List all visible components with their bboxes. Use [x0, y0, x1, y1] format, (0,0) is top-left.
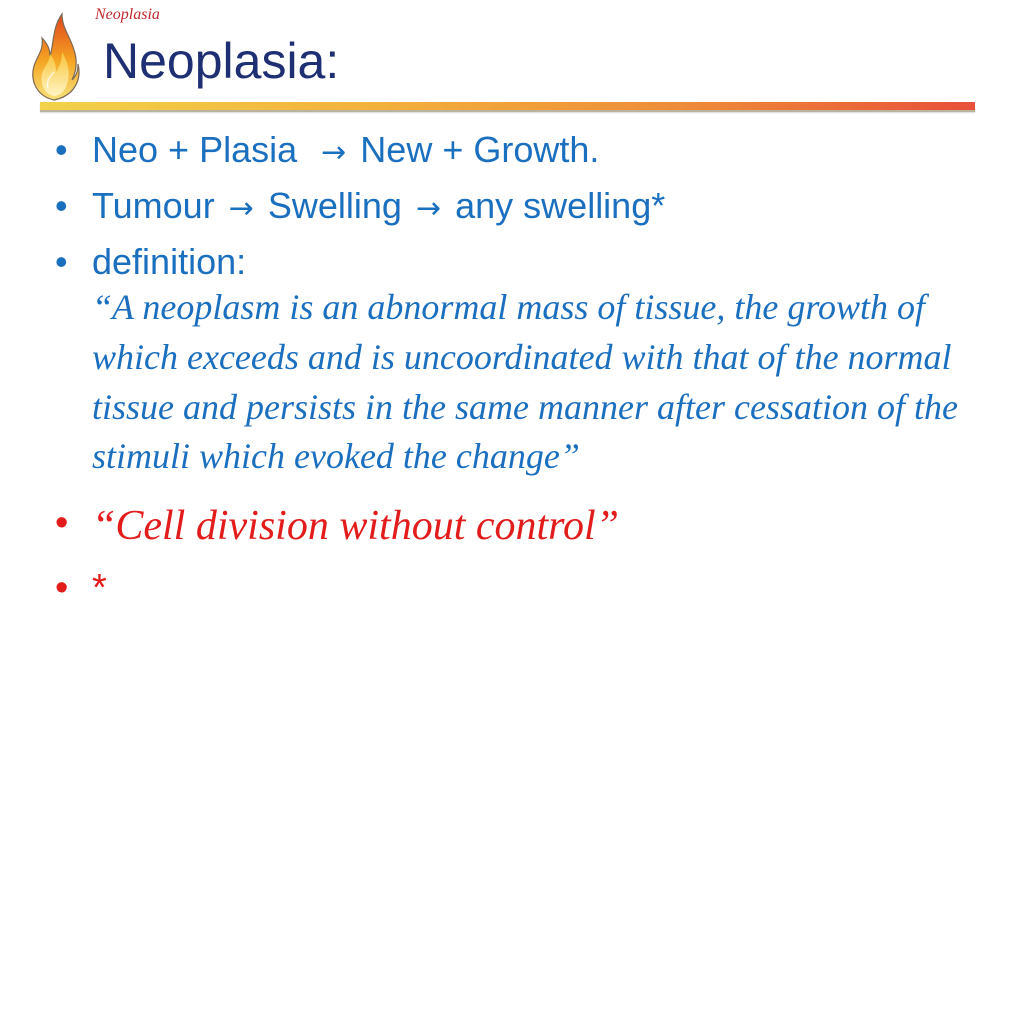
definition-label: definition: [92, 240, 247, 282]
arrow-right-icon: → [228, 190, 254, 226]
bullet-definition [55, 234, 985, 482]
cell-division-quote: “Cell division without control” [92, 503, 619, 550]
bullet-text-part: any swelling* [455, 184, 666, 226]
bullet-dot: • [55, 129, 68, 170]
bullet-text-part: Swelling [267, 184, 402, 226]
bullet-list [55, 122, 985, 618]
flame-icon [28, 10, 80, 102]
bullet-text-part: Neo + Plasia [92, 129, 298, 170]
bullet-dot: • [55, 184, 68, 226]
arrow-right-icon: → [321, 135, 347, 170]
bullet-tumour [55, 178, 985, 234]
title-divider [40, 102, 975, 112]
bullet-etymology [55, 122, 985, 178]
bullet-cell-division [55, 494, 985, 559]
arrow-right-icon: → [415, 190, 442, 226]
bullet-dot: • [55, 240, 68, 282]
header-label: Neoplasia [95, 6, 160, 23]
bullet-text-part: Tumour [92, 184, 215, 226]
definition-quote: “A neoplasm is an abnormal mass of tissue, the growth of which exceeds and is uncoordinated with that of the normal tissue and persists in the same manner after cessation of the stimuli which evoked the change” [92, 287, 958, 477]
bullet-asterisk [55, 559, 985, 618]
bullet-dot: • [55, 567, 69, 610]
bullet-dot: • [55, 502, 69, 545]
bullet-text-part: New + Growth. [360, 129, 600, 170]
page-title: Neoplasia: [103, 33, 340, 89]
asterisk-text: * [92, 567, 107, 610]
